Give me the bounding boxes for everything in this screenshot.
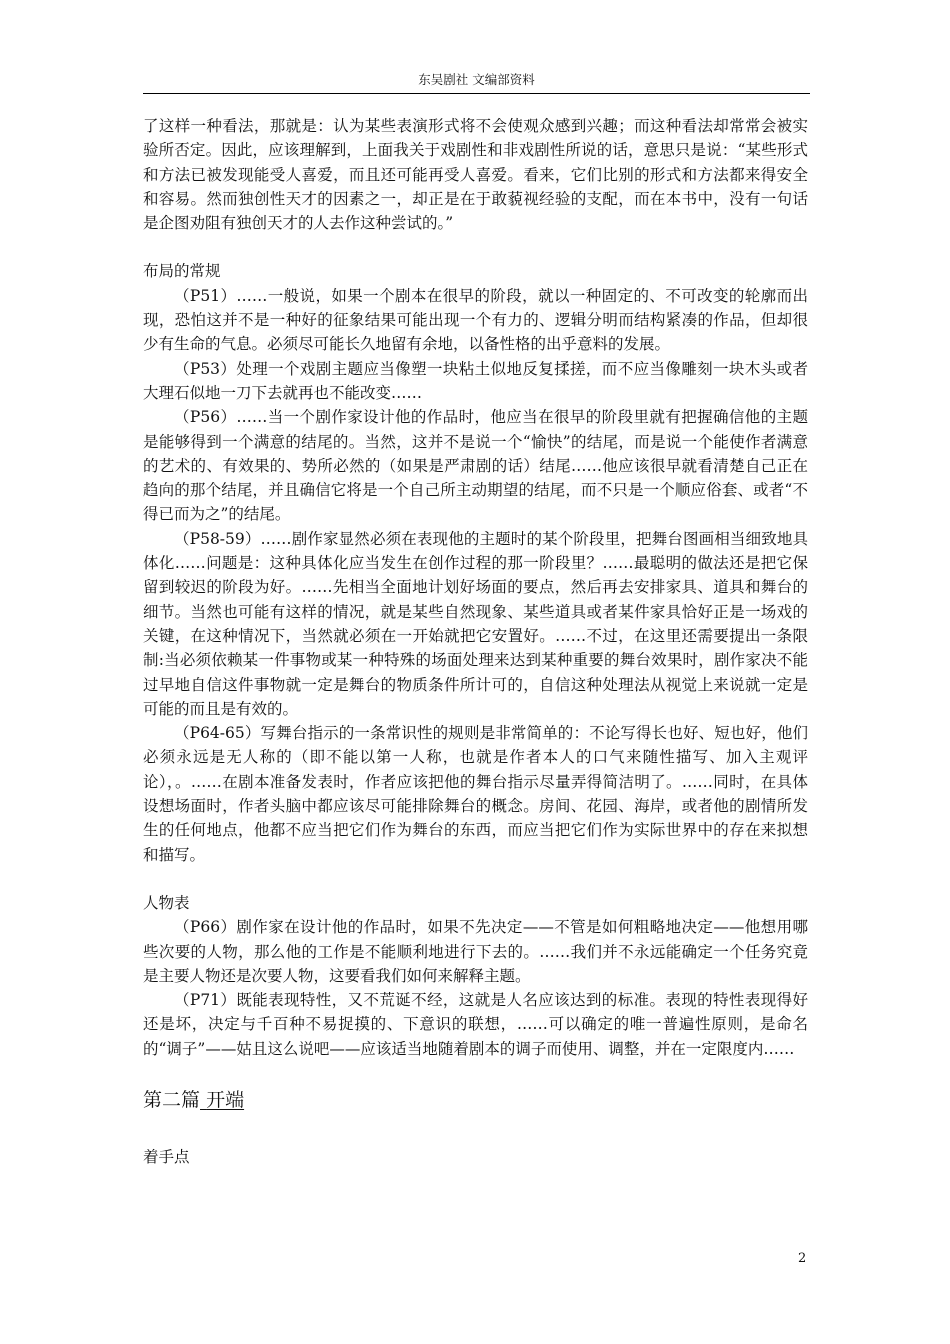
paragraph: （P64-65）写舞台指示的一条常识性的规则是非常简单的：不论写得长也好、短也好，他们必须永远是无人称的（即不能以第一人称，也就是作者本人的口气来随性描写、加入主观评论），。……在剧本准备发表时，作者应该把他的舞台指示尽量弄得简洁明了。……同时，在具体设想场面时，作者头脑中都应该尽可能排除舞台的概念。房间、花园、海岸，或者他的剧情所发生的任何地点，他都不应当把它们作为舞台的东西，而应当把它们作为实际世界中的存在来拟想和描写。 (143, 724, 808, 864)
header-text: 东吴剧社 文编部资料 (418, 72, 535, 87)
paragraph: （P66）剧作家在设计他的作品时，如果不先决定——不管是如何粗略地决定——他想用哪些次要的人物，那么他的工作是不能顺利地进行下去的。……我们并不永远能确定一个任务究竟是主要人物还是次要人物，这要看我们如何来解释主题。 (143, 918, 808, 985)
paragraph: 了这样一种看法，那就是：认为某些表演形式将不会使观众感到兴趣；而这种看法却常常会被实验所否定。因此，应该理解到，上面我关于戏剧性和非戏剧性所说的话，意思只是说：“某些形式和方法已被发现能受人喜爱，而且还可能再受人喜爱。看来，它们比别的形式和方法都来得安全和容易。然而独创性天才的因素之一，却正是在于敢藐视经验的支配，而在本书中，没有一句话是企图劝阻有独创天才的人去作这种尝试的。” (143, 117, 808, 233)
page-header (143, 71, 810, 94)
paragraph: （P71）既能表现特性，又不荒诞不经，这就是人名应该达到的标准。表现的特性表现得好还是坏，决定与千百种不易捉摸的、下意识的联想，……可以确定的唯一普遍性原则，是命名的“调子”——姑且这么说吧——应该适当地随着剧本的调子而使用、调整，并在一定限度内…… (143, 991, 808, 1058)
part-label: 第二篇 (143, 1088, 201, 1111)
page-number: 2 (798, 1251, 807, 1266)
part-heading (143, 1085, 808, 1115)
document-body (143, 114, 808, 1169)
paragraph: （P51）……一般说，如果一个剧本在很早的阶段，就以一种固定的、不可改变的轮廓而出现，恐怕这并不是一种好的征象结果可能出现一个有力的、逻辑分明而结构紧凑的作品，但却很少有生命的气息。必须尽可能长久地留有余地，以备性格的出乎意料的发展。 (143, 286, 808, 354)
paragraph: （P58-59）……剧作家显然必须在表现他的主题时的某个阶段里，把舞台图画相当细致地具体化……问题是：这种具体化应当发生在创作过程的那一阶段里？……最聪明的做法还是把它保留到较迟的阶段为好。……先相当全面地计划好场面的要点，然后再去安排家具、道具和舞台的细节。当然也可能有这样的情况，就是某些自然现象、某些道具或者某件家具恰好正是一场戏的关键，在这种情况下，当然就必须在一开始就把它安置好。……不过，在这里还需要提出一条限制:当必须依赖某一件事物或某一种特殊的场面处理来达到某种重要的舞台效果时，剧作家决不能过早地自信这件事物就一定是舞台的物质条件所计可的，自信这种处理法从视觉上来说就一定是可能的而且是有效的。 (143, 529, 808, 718)
section-heading-layout: 布局的常规 (143, 262, 221, 281)
paragraph: （P53）处理一个戏剧主题应当像塑一块粘土似地反复揉搓，而不应当像雕刻一块木头或者大理石似地一刀下去就再也不能改变…… (143, 359, 808, 402)
sub-heading: 着手点 (143, 1147, 190, 1166)
section-heading-characters: 人物表 (143, 893, 190, 912)
paragraph: （P56）……当一个剧作家设计他的作品时，他应当在很早的阶段里就有把握确信他的主题是能够得到一个满意的结尾的。当然，这并不是说一个“愉快”的结尾，而是说一个能使作者满意的艺术的、有效果的、势所必然的（如果是严肃剧的话）结尾……他应该很早就看清楚自己正在趋向的那个结尾，并且确信它将是一个自己所主动期望的结尾，而不只是一个顺应俗套、或者“不得已而为之”的结尾。 (143, 408, 808, 524)
part-title: 开端 (206, 1088, 245, 1111)
